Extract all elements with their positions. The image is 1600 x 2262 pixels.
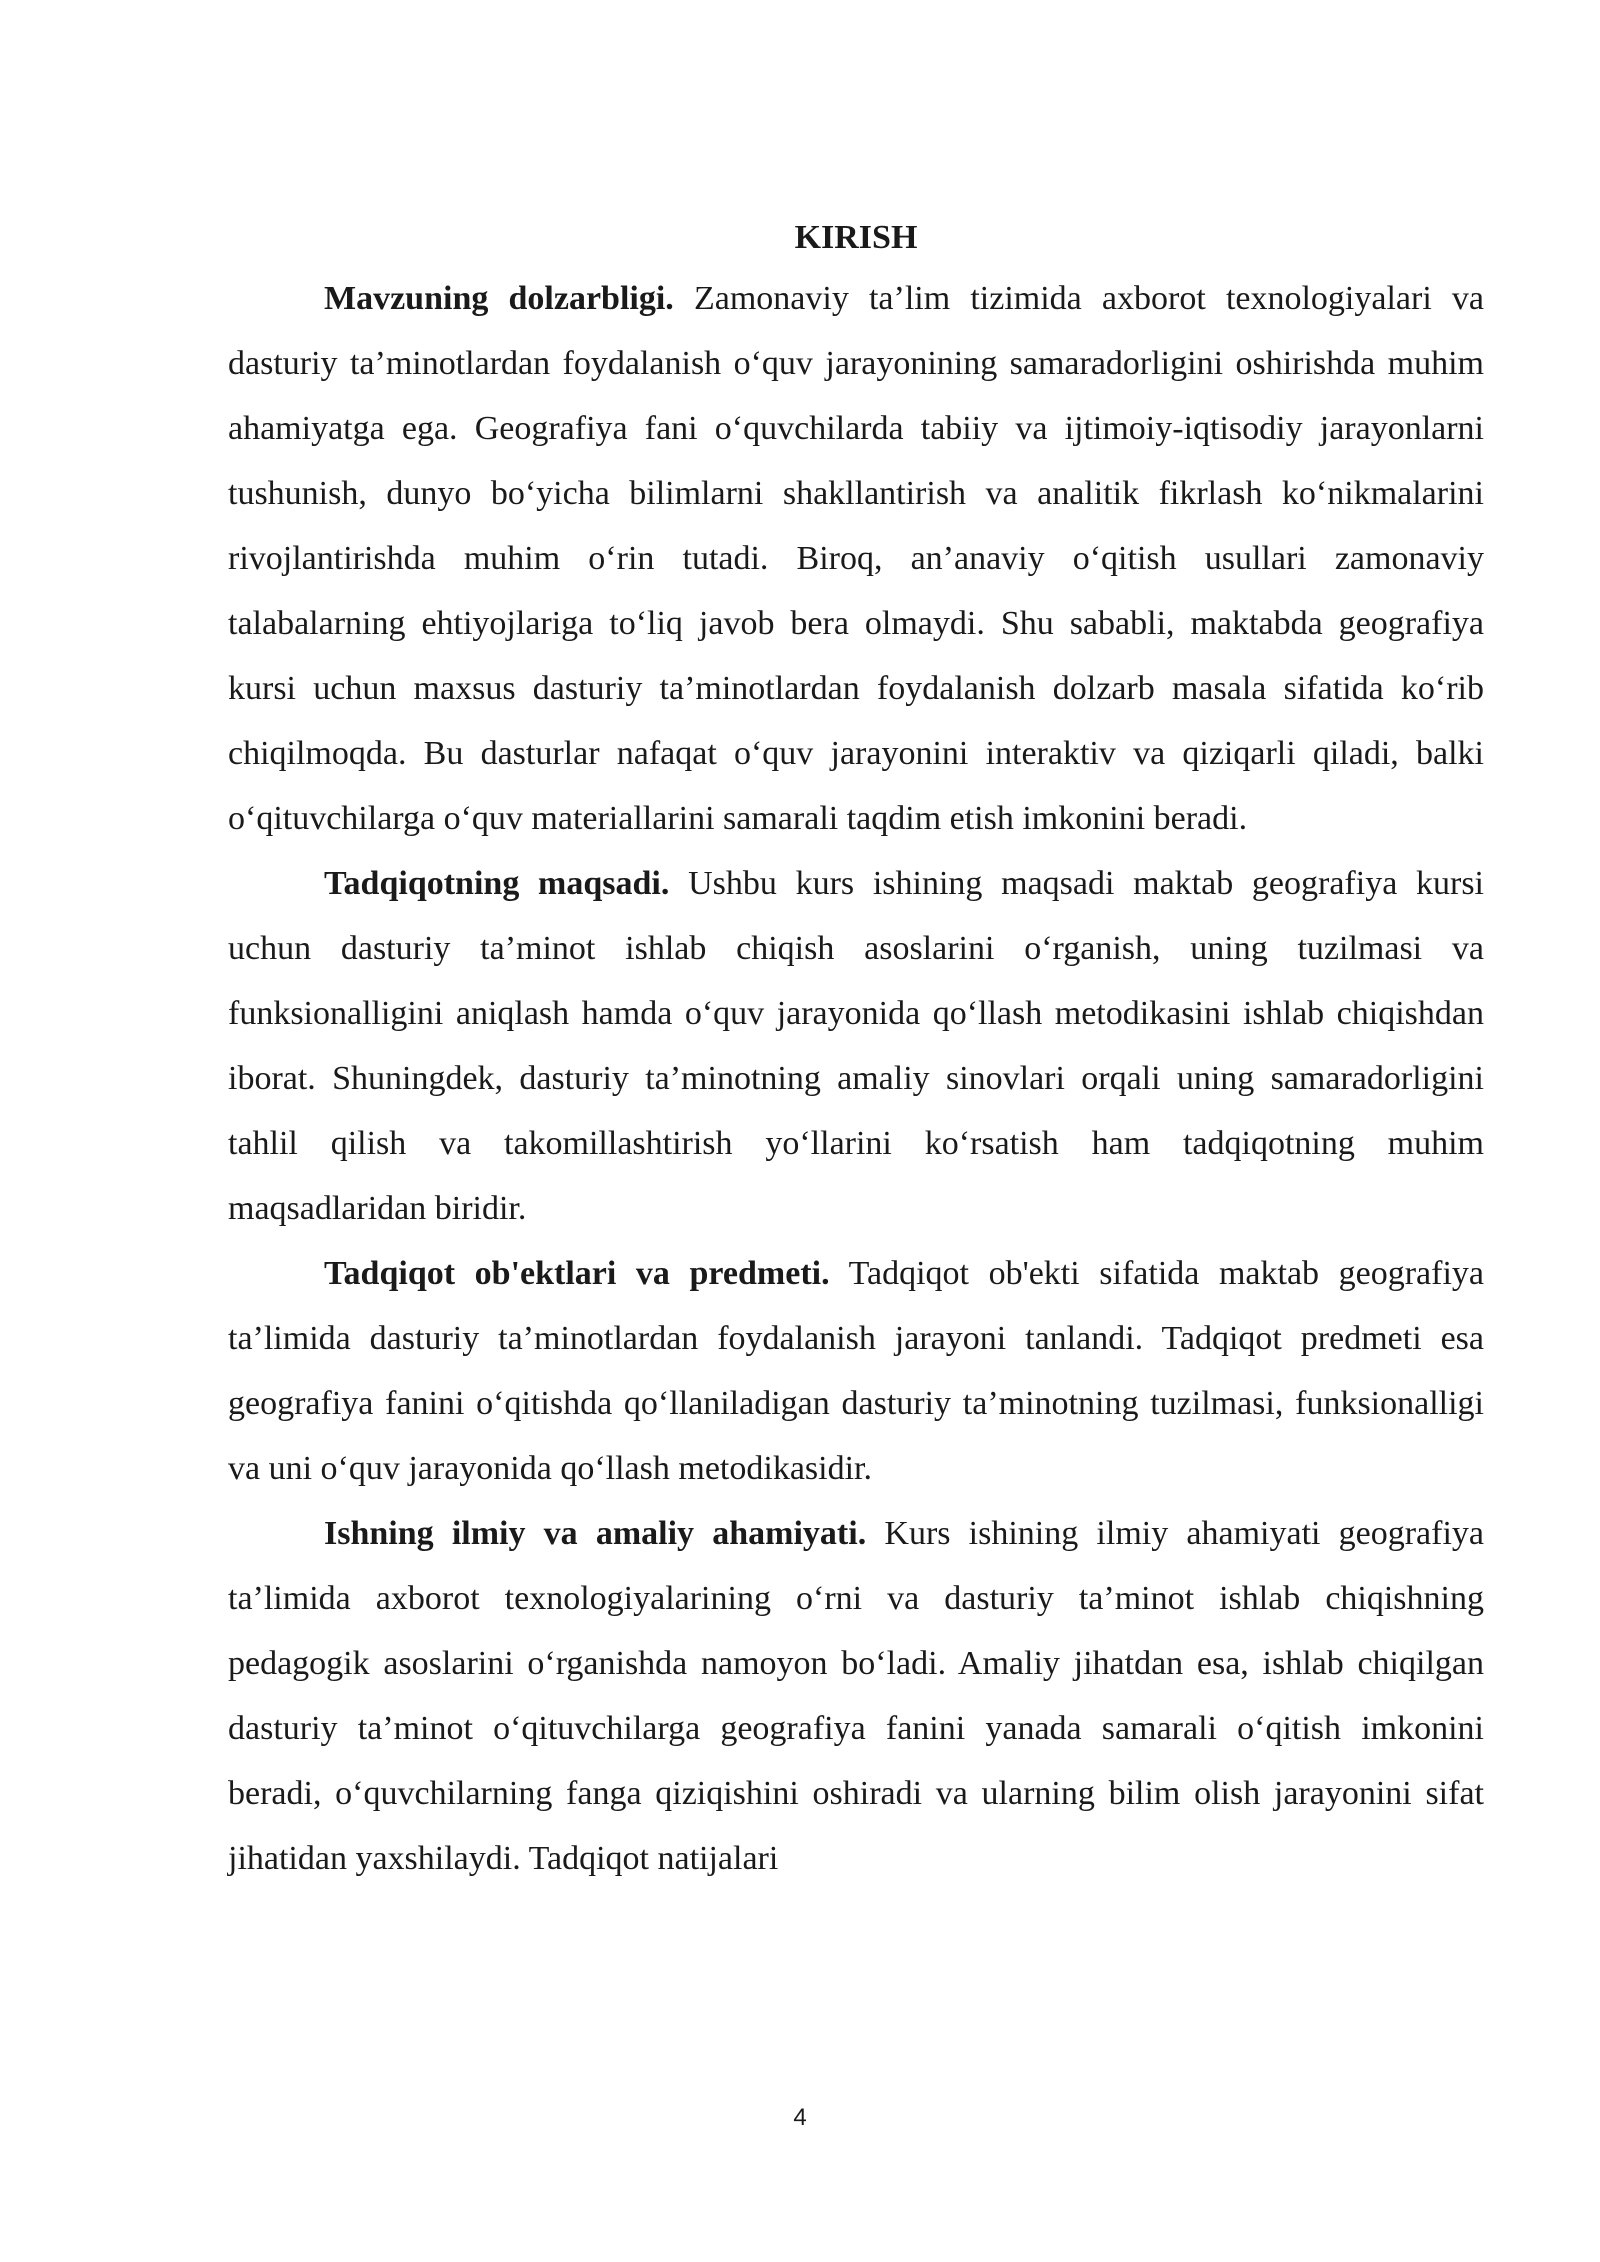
paragraph-lead: Tadqiqotning maqsadi. bbox=[324, 865, 670, 902]
paragraph-object-subject bbox=[228, 1241, 1484, 1501]
paragraph-aim bbox=[228, 851, 1484, 1241]
section-heading: KIRISH bbox=[794, 219, 918, 256]
paragraph-body: Tadqiqot ob'ekti sifatida maktab geografiya ta’limida dasturiy ta’minotlardan foydalanish jarayoni tanlandi. Tadqiqot predmeti esa geografiya fanini o‘qitishda qo‘llaniladigan dasturiy ta’minotning tuzilmasi, funksionalligi va uni o‘quv jarayonida qo‘llash metodikasidir. bbox=[228, 1255, 1485, 1487]
paragraph-lead: Mavzuning dolzarbligi. bbox=[324, 280, 674, 317]
page-number: 4 bbox=[793, 2104, 807, 2131]
paragraph-lead: Tadqiqot ob'ektlari va predmeti. bbox=[324, 1255, 830, 1292]
paragraph-relevance bbox=[228, 266, 1484, 851]
paragraph-body: Zamonaviy ta’lim tizimida axborot texnologiyalari va dasturiy ta’minotlardan foydalanish o‘quv jarayonining samaradorligini oshirishda muhim ahamiyatga ega. Geografiya fani o‘quvchilarda tabiiy va ijtimoiy-iqtisodiy jarayonlarni tushunish, dunyo bo‘yicha bilimlarni shakllantirish va analitik fikrlash ko‘nikmalarini rivojlantirishda muhim o‘rin tutadi. Biroq, an’anaviy o‘qitish usullari zamonaviy talabalarning ehtiyojlariga to‘liq javob bera olmaydi. Shu sababli, maktabda geografiya kursi uchun maxsus dasturiy ta’minotlardan foydalanish dolzarb masala sifatida ko‘rib chiqilmoqda. Bu dasturlar nafaqat o‘quv jarayonini interaktiv va qiziqarli qiladi, balki o‘qituvchilarga o‘quv materiallarini samarali taqdim etish imkonini beradi. bbox=[228, 280, 1485, 837]
paragraph-lead: Ishning ilmiy va amaliy ahamiyati. bbox=[324, 1515, 867, 1552]
paragraph-body: Kurs ishining ilmiy ahamiyati geografiya ta’limida axborot texnologiyalarining o‘rni va dasturiy ta’minot ishlab chiqishning pedagogik asoslarini o‘rganishda namoyon bo‘ladi. Amaliy jihatdan esa, ishlab chiqilgan dasturiy ta’minot o‘qituvchilarga geografiya fanini yanada samarali o‘qitish imkonini beradi, o‘quvchilarning fanga qiziqishini oshiradi va ularning bilim olish jarayonini sifat jihatidan yaxshilaydi. Tadqiqot natijalari bbox=[228, 1515, 1485, 1877]
paragraph-significance bbox=[228, 1501, 1484, 1891]
document-page bbox=[228, 210, 1484, 1891]
paragraph-body: Ushbu kurs ishining maqsadi maktab geografiya kursi uchun dasturiy ta’minot ishlab chiqish asoslarini o‘rganish, uning tuzilmasi va funksionalligini aniqlash hamda o‘quv jarayonida qo‘llash metodikasini ishlab chiqishdan iborat. Shuningdek, dasturiy ta’minotning amaliy sinovlari orqali uning samaradorligini tahlil qilish va takomillashtirish yo‘llarini ko‘rsatish ham tadqiqotning muhim maqsadlaridan biridir. bbox=[228, 865, 1485, 1227]
